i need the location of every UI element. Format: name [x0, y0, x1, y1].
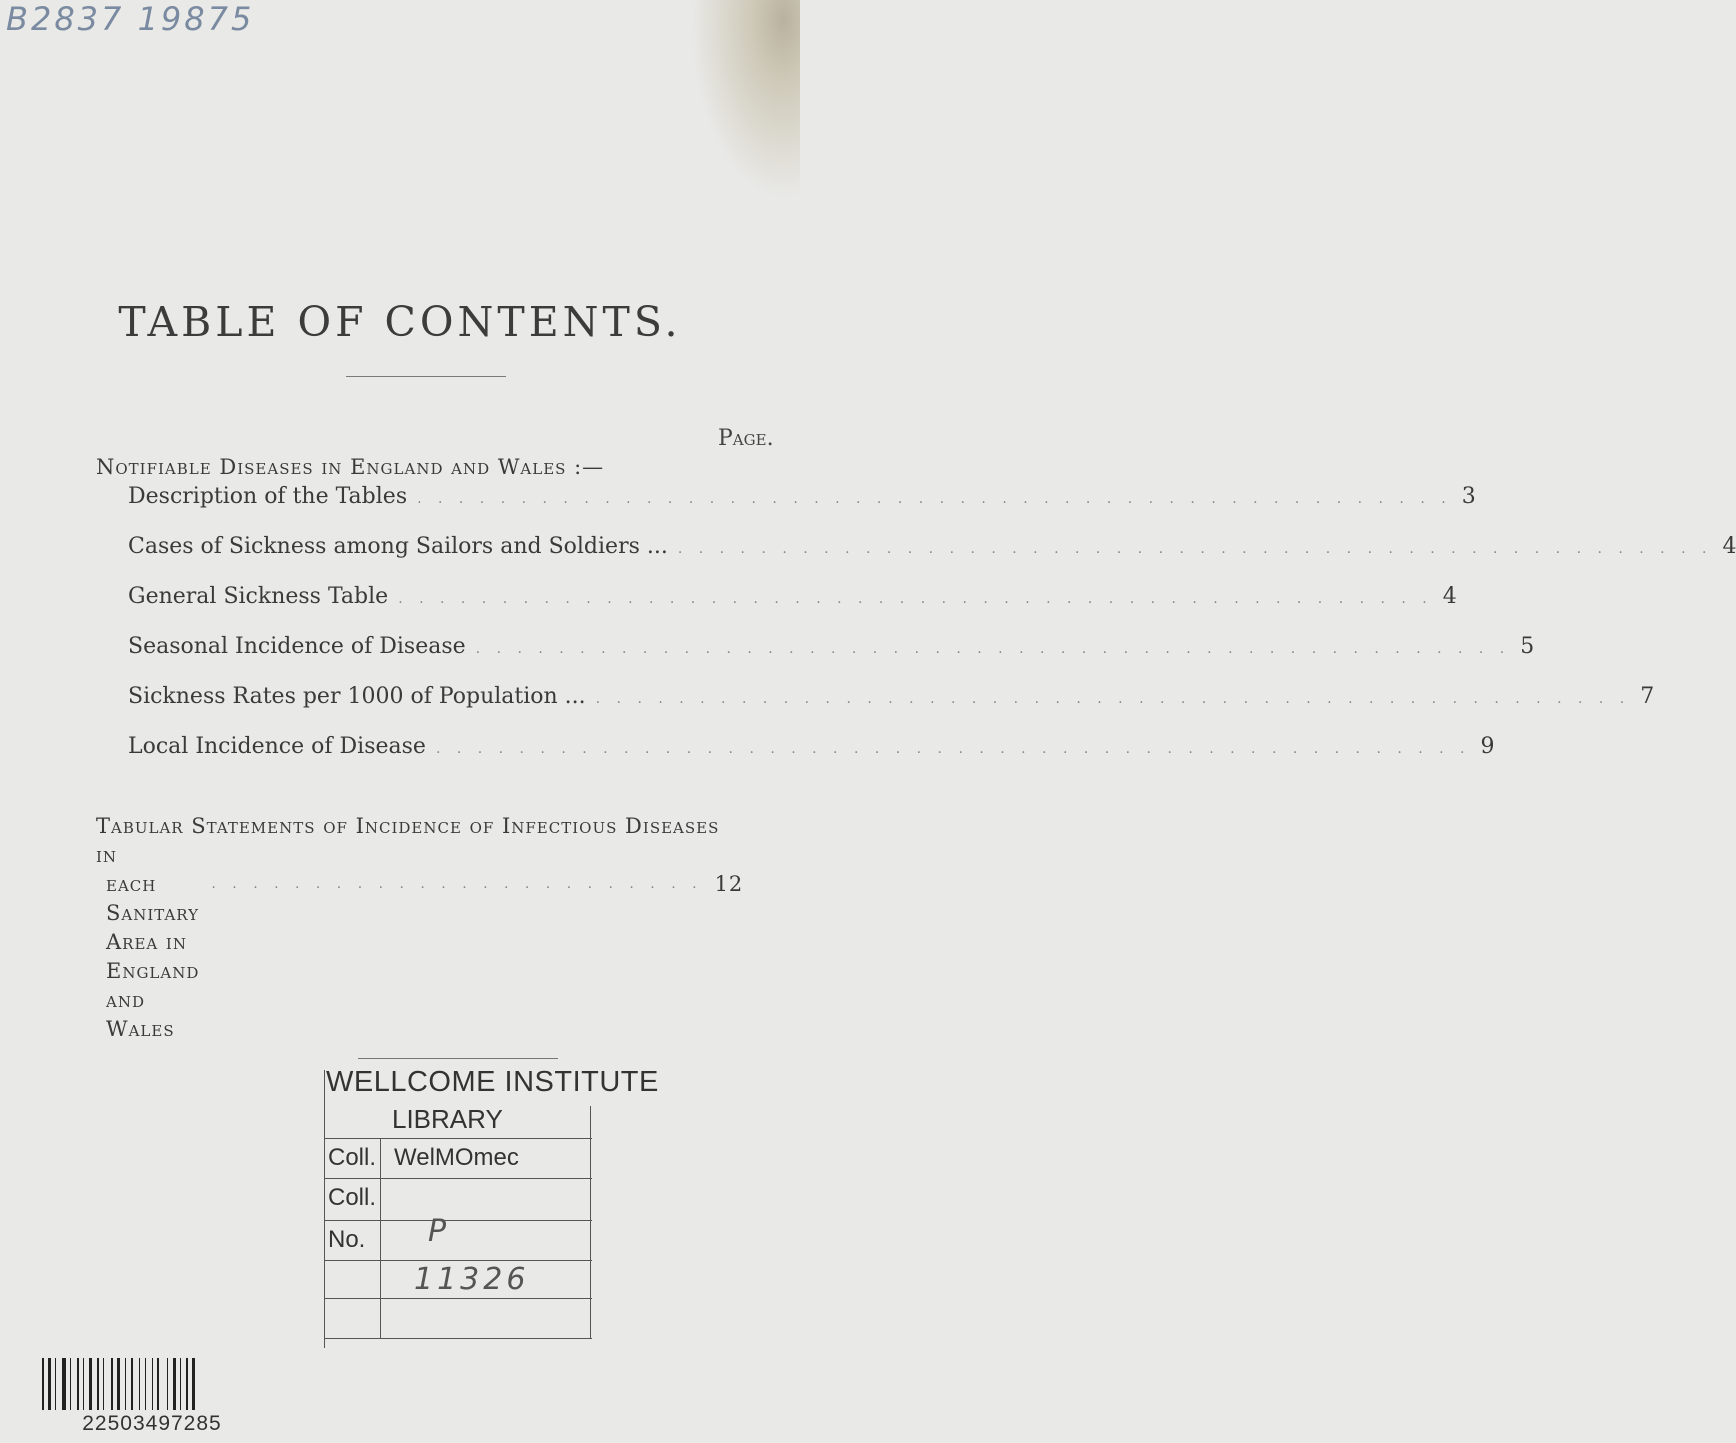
page-column-header: Page. [718, 426, 774, 451]
dot-leader: . . . . . . . . . . . . . . . . . . . . . . . . . . . . . . . . . . . . . . . . . . . . . . . . . . [475, 641, 1511, 657]
barcode-bar [192, 1358, 195, 1410]
tabular-statements-entry[interactable] [96, 812, 744, 1044]
barcode-bar [111, 1358, 113, 1410]
stamp-handwritten-class: P [428, 1214, 447, 1249]
barcode-bar [145, 1358, 146, 1410]
barcode-bar [89, 1358, 92, 1410]
title-rule [346, 376, 506, 377]
dot-leader: . . . . . . . . . . . . . . . . . . . . . . . . . . . . . . . . . . . . . . . . . . . . . . . . . . [677, 541, 1713, 557]
barcode-bar [42, 1358, 44, 1410]
barcode-bar [55, 1358, 56, 1410]
toc-entry-text: Local Incidence of Disease [128, 734, 426, 759]
barcode-number: 22503497285 [82, 1412, 222, 1435]
barcode-bar [83, 1358, 84, 1410]
stamp-label: No. [328, 1226, 366, 1253]
barcode-bar [48, 1358, 51, 1410]
toc-entry[interactable] [128, 684, 1655, 709]
barcode-bar [125, 1358, 126, 1410]
toc-entry-text: General Sickness Table [128, 584, 389, 609]
barcode-bar [103, 1358, 104, 1410]
toc-entry[interactable] [128, 734, 1495, 759]
toc-entry-text: Description of the Tables [128, 484, 408, 509]
barcode-bar [117, 1358, 120, 1410]
toc-entry[interactable] [128, 584, 1457, 609]
dot-leader: . . . . . . . . . . . . . . . . . . . . . . . . . . . . . . . . . . . . . . . . . . . . . . . . . . [398, 591, 1433, 607]
barcode-bar [97, 1358, 99, 1410]
toc-entry-page: 5 [1520, 634, 1535, 659]
stamp-handwritten-number: 11326 [414, 1262, 530, 1297]
barcode-bar [186, 1358, 188, 1410]
toc-entry[interactable] [128, 634, 1535, 659]
barcode-bar [139, 1358, 140, 1410]
barcode-bar [77, 1358, 79, 1410]
barcode-bar [180, 1358, 181, 1410]
section-heading: Notifiable Diseases in England and Wales :— [96, 455, 605, 479]
toc-entry-text: Seasonal Incidence of Disease [128, 634, 466, 659]
toc-entry-page: 9 [1480, 734, 1495, 759]
toc-entry-page: 7 [1640, 684, 1655, 709]
tabular-line-1: Tabular Statements of Incidence of Infectious Diseases in [96, 814, 720, 867]
barcode-bar [70, 1358, 71, 1410]
dot-leader: . . . . . . . . . . . . . . . . . . . . . . . . . . . . . . . . . . . . . . . . . . . . . . . . . . [435, 741, 1471, 757]
toc-entry-page: 4 [1442, 584, 1457, 609]
tabular-page: 12 [714, 872, 744, 896]
stamp-label: Coll. [328, 1184, 377, 1211]
barcode-bar [62, 1358, 66, 1410]
barcode-bar [167, 1358, 168, 1410]
barcode-bar [152, 1358, 153, 1410]
paper-stain [690, 0, 800, 200]
barcode-bar [157, 1358, 159, 1410]
dot-leader: . . . . . . . . . . . . . . . . . . . . . . . . . . . . . . . . . . . . . . . . . . . . . . . . . . [417, 491, 1452, 507]
toc-entry[interactable] [128, 534, 1736, 559]
stamp-institution: WELLCOME INSTITUTE [326, 1066, 659, 1098]
barcode-bar [173, 1358, 176, 1410]
dot-leader: . . . . . . . . . . . . . . . . . . . . . . . . [211, 876, 703, 892]
stamp-label: Coll. [328, 1144, 377, 1171]
library-stamp [318, 1048, 659, 1348]
barcode [42, 1358, 262, 1410]
page-title: TABLE OF CONTENTS. [118, 298, 682, 346]
tabular-line-2: each Sanitary Area in England and Wales [106, 872, 200, 1041]
toc-entry[interactable] [128, 484, 1476, 509]
toc-entry-text: Cases of Sickness among Sailors and Soldiers ... [128, 534, 668, 559]
barcode-bar [131, 1358, 133, 1410]
toc-entry-page: 3 [1461, 484, 1476, 509]
handwritten-reference: B2837 19875 [6, 0, 255, 38]
dot-leader: . . . . . . . . . . . . . . . . . . . . . . . . . . . . . . . . . . . . . . . . . . . . . . . . . . [595, 691, 1631, 707]
toc-entry-page: 4 [1722, 534, 1736, 559]
stamp-value: WelMOmec [394, 1144, 519, 1171]
stamp-library: LIBRARY [392, 1104, 503, 1134]
toc-entry-text: Sickness Rates per 1000 of Population ... [128, 684, 586, 709]
